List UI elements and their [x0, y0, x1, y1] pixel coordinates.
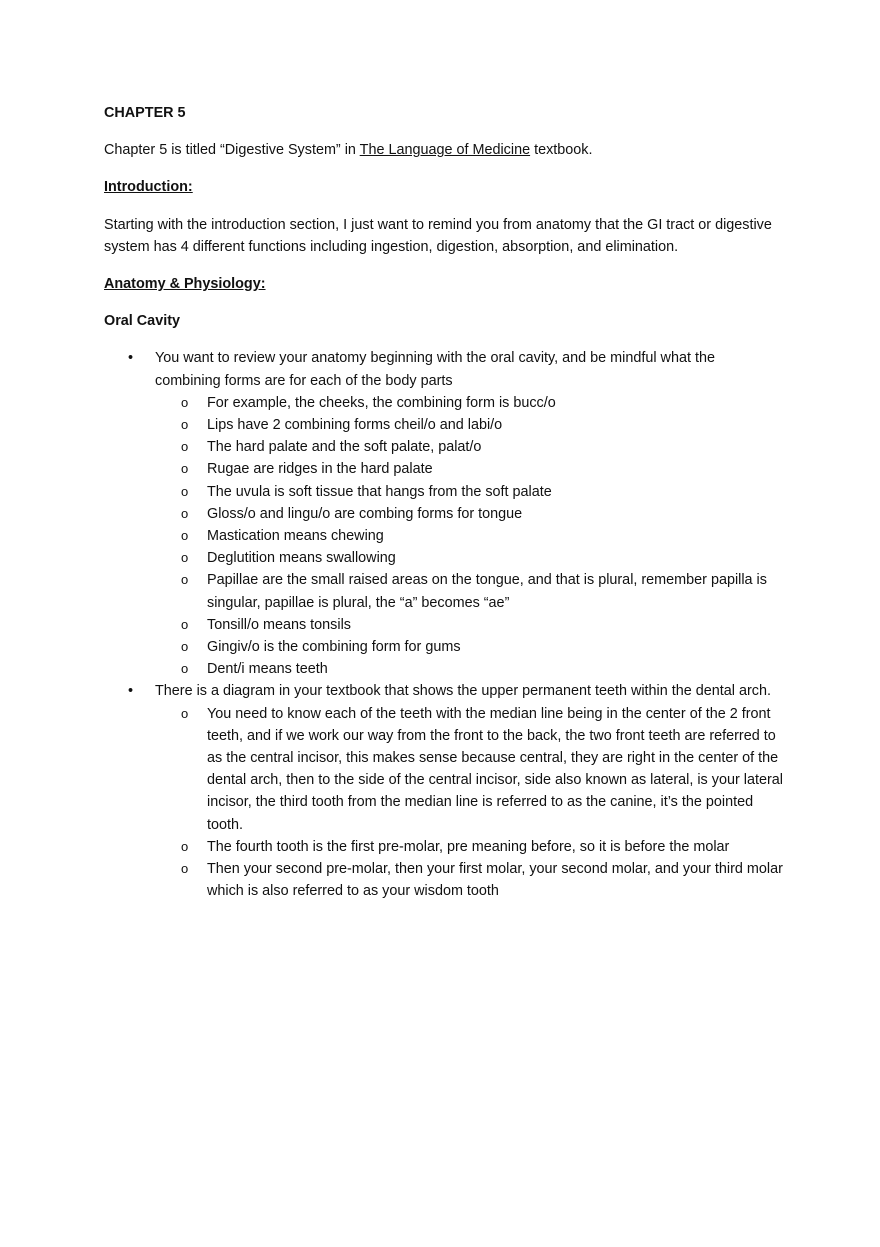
- sub-list-item: [155, 858, 784, 902]
- bullet-icon: •: [128, 683, 134, 700]
- sub-list-item: [155, 547, 784, 569]
- intro-line-after: textbook.: [530, 142, 593, 159]
- circle-bullet-icon: o: [181, 639, 189, 655]
- anatomy-heading: Anatomy & Physiology:: [104, 276, 266, 293]
- sub-list-item-text: Gloss/o and lingu/o are combing forms for tongue: [207, 505, 523, 522]
- sub-list-item-text: Lips have 2 combining forms cheil/o and labi/o: [207, 417, 503, 434]
- sub-list-item: [155, 458, 784, 480]
- circle-bullet-icon: o: [181, 439, 189, 455]
- sub-list-item-text: Tonsill/o means tonsils: [207, 616, 351, 633]
- bullet-list: [104, 347, 784, 902]
- sub-list-item-text: You need to know each of the teeth with the median line being in the center of the 2 front teeth, and if we work our way from the front to the back, the two front teeth are referred to as the central incisor, this makes sense because central, they are right in the center of the dental arch, then to the side of the central incisor, side also known as lateral, is your lateral incisor, the third tooth from the median line is referred to as the canine, it’s the pointed tooth.: [207, 705, 783, 833]
- sub-list-item: [155, 636, 784, 658]
- sub-list-item-text: Mastication means chewing: [207, 528, 384, 545]
- circle-bullet-icon: o: [181, 572, 189, 588]
- introduction-text: Starting with the introduction section, I just want to remind you from anatomy that the GI tract or digestive system has 4 different functions including ingestion, digestion, absorption, and elimination.: [104, 216, 772, 255]
- sub-list-item-text: Rugae are ridges in the hard palate: [207, 461, 433, 478]
- circle-bullet-icon: o: [181, 705, 189, 721]
- sub-list-item: [155, 392, 784, 414]
- bullet-icon: •: [128, 350, 134, 367]
- sub-list-item-text: The fourth tooth is the first pre-molar, pre meaning before, so it is before the molar: [207, 838, 730, 855]
- circle-bullet-icon: o: [181, 483, 189, 499]
- sub-list-item-text: The uvula is soft tissue that hangs from the soft palate: [207, 483, 552, 500]
- list-item-text: There is a diagram in your textbook that shows the upper permanent teeth within the dental arch.: [155, 683, 771, 700]
- sub-list-item: [155, 481, 784, 503]
- list-item: [104, 680, 784, 902]
- circle-bullet-icon: o: [181, 616, 189, 632]
- sub-list-item: [155, 414, 784, 436]
- book-title: The Language of Medicine: [359, 142, 531, 159]
- list-item-text: You want to review your anatomy beginning with the oral cavity, and be mindful what the combining forms are for each of the body parts: [155, 350, 715, 389]
- sub-list-item: [155, 436, 784, 458]
- sub-list-item: [155, 503, 784, 525]
- circle-bullet-icon: o: [181, 394, 189, 410]
- sub-list: [155, 703, 784, 903]
- chapter-intro-line: [104, 139, 784, 161]
- circle-bullet-icon: o: [181, 861, 189, 877]
- circle-bullet-icon: o: [181, 550, 189, 566]
- sub-list: [155, 392, 784, 681]
- circle-bullet-icon: o: [181, 528, 189, 544]
- circle-bullet-icon: o: [181, 661, 189, 677]
- sub-list-item-text: Papillae are the small raised areas on the tongue, and that is plural, remember papilla is singular, papillae is plural, the “a” becomes “ae”: [207, 572, 767, 611]
- sub-list-item: [155, 836, 784, 858]
- sub-list-item: [155, 614, 784, 636]
- intro-line-before: Chapter 5 is titled “Digestive System” in: [104, 142, 360, 159]
- circle-bullet-icon: o: [181, 505, 189, 521]
- sub-list-item-text: For example, the cheeks, the combining form is bucc/o: [207, 394, 556, 411]
- sub-list-item-text: Deglutition means swallowing: [207, 550, 396, 567]
- sub-list-item: [155, 569, 784, 613]
- sub-list-item: [155, 658, 784, 680]
- sub-list-item: [155, 703, 784, 836]
- list-item: [104, 347, 784, 680]
- circle-bullet-icon: o: [181, 461, 189, 477]
- circle-bullet-icon: o: [181, 838, 189, 854]
- circle-bullet-icon: o: [181, 417, 189, 433]
- oral-cavity-heading: Oral Cavity: [104, 313, 180, 330]
- sub-list-item-text: Dent/i means teeth: [207, 661, 328, 678]
- document-body: [104, 102, 784, 903]
- sub-list-item: [155, 525, 784, 547]
- chapter-heading: CHAPTER 5: [104, 105, 186, 121]
- sub-list-item-text: The hard palate and the soft palate, palat/o: [207, 439, 482, 456]
- introduction-heading: Introduction:: [104, 179, 193, 196]
- sub-list-item-text: Then your second pre-molar, then your first molar, your second molar, and your third molar which is also referred to as your wisdom tooth: [207, 861, 783, 900]
- sub-list-item-text: Gingiv/o is the combining form for gums: [207, 639, 461, 656]
